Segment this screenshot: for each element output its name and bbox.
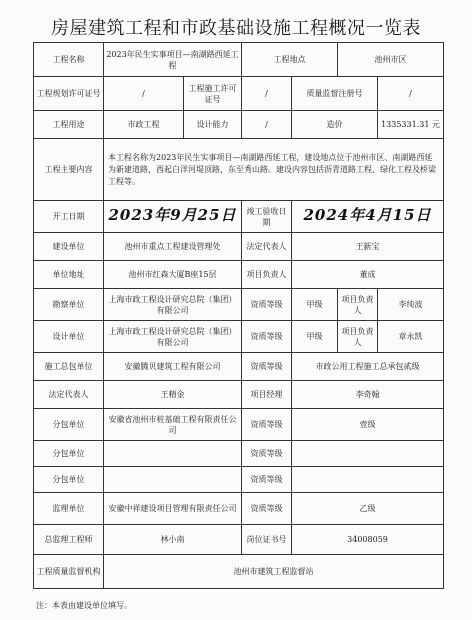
row-builder xyxy=(34,233,444,261)
value-cert-no: 34008059 xyxy=(292,525,444,555)
label-sub1-qual: 资质等级 xyxy=(242,409,292,441)
label-survey-leader: 项目负责人 xyxy=(338,289,378,321)
value-project-name: 2023年民生实事项目—南湖路西延工程 xyxy=(104,43,242,77)
value-sub1: 安徽省池州市桩基础工程有限责任公司 xyxy=(104,409,242,441)
row-address xyxy=(34,261,444,289)
value-completion-date: 2024年4月15日 xyxy=(303,206,432,224)
row-general-contractor xyxy=(34,353,444,381)
row-survey xyxy=(34,289,444,321)
label-usage: 工程用途 xyxy=(34,111,104,139)
label-chief-supervisor: 总监理工程师 xyxy=(34,525,104,555)
label-construction-permit: 工程施工许可证号 xyxy=(184,77,242,111)
value-sub2 xyxy=(104,441,242,467)
value-design-capacity: / xyxy=(242,111,292,139)
value-address: 池州市红森大厦B座15层 xyxy=(104,261,242,289)
completion-date-cell xyxy=(292,201,444,233)
label-sub3-qual: 资质等级 xyxy=(242,467,292,493)
label-project-name: 工程名称 xyxy=(34,43,104,77)
value-sub1-qual: 壹级 xyxy=(292,409,444,441)
label-quality-reg: 质量监督注册号 xyxy=(292,77,378,111)
label-sub2-qual: 资质等级 xyxy=(242,441,292,467)
row-usage xyxy=(34,111,444,139)
label-builder-leader: 项目负责人 xyxy=(242,261,292,289)
value-location: 池州市区 xyxy=(338,43,444,77)
value-start-date: 2023年9月25日 xyxy=(108,206,237,224)
label-gc-legal-rep: 法定代表人 xyxy=(34,381,104,409)
value-sub3-qual xyxy=(292,467,444,493)
row-project-name xyxy=(34,43,444,77)
label-design-capacity: 设计能力 xyxy=(184,111,242,139)
start-date-cell xyxy=(104,201,242,233)
row-main-content xyxy=(34,139,444,201)
value-builder-legal-rep: 王新宝 xyxy=(292,233,444,261)
value-supervisor-unit: 安徽中祥建设项目管理有限责任公司 xyxy=(104,493,242,525)
value-survey-unit: 上海市政工程设计研究总院（集团）有限公司 xyxy=(104,289,242,321)
label-sub3: 分包单位 xyxy=(34,467,104,493)
value-planning-permit: / xyxy=(104,77,184,111)
label-design-qual: 资质等级 xyxy=(242,321,292,353)
value-general-contractor: 安徽腾贝建筑工程有限公司 xyxy=(104,353,242,381)
value-construction-permit: / xyxy=(242,77,292,111)
label-survey-qual: 资质等级 xyxy=(242,289,292,321)
label-location: 工程地点 xyxy=(242,43,338,77)
label-planning-permit: 工程规划许可证号 xyxy=(34,77,104,111)
label-general-contractor: 施工总包单位 xyxy=(34,353,104,381)
value-supervisor-qual: 乙级 xyxy=(292,493,444,525)
value-chief-supervisor: 林小南 xyxy=(104,525,242,555)
footnote: 注：本表由建设单位填写。 xyxy=(36,601,132,610)
label-builder-legal-rep: 法定代表人 xyxy=(242,233,292,261)
row-quality-agency xyxy=(34,555,444,589)
label-supervisor-unit: 监理单位 xyxy=(34,493,104,525)
label-quality-agency: 工程质量监督机构 xyxy=(34,555,104,589)
label-design-unit: 设计单位 xyxy=(34,321,104,353)
label-sub1: 分包单位 xyxy=(34,409,104,441)
label-start-date: 开工日期 xyxy=(34,201,104,233)
row-sub2 xyxy=(34,441,444,467)
row-permits xyxy=(34,77,444,111)
row-gc-legal xyxy=(34,381,444,409)
row-dates xyxy=(34,201,444,233)
label-gc-pm: 项目经理 xyxy=(242,381,292,409)
label-design-leader: 项目负责人 xyxy=(338,321,378,353)
value-design-unit: 上海市政工程设计研究总院（集团）有限公司 xyxy=(104,321,242,353)
page-title: 房屋建筑工程和市政基础设施工程概况一览表 xyxy=(51,18,421,39)
label-supervisor-qual: 资质等级 xyxy=(242,493,292,525)
label-cert-no: 岗位证书号 xyxy=(242,525,292,555)
value-builder: 池州市重点工程建设管理处 xyxy=(104,233,242,261)
value-design-qual: 甲级 xyxy=(292,321,338,353)
value-cost: 1335331.31 元 xyxy=(378,111,444,139)
value-quality-reg: / xyxy=(378,77,444,111)
label-gc-qual: 资质等级 xyxy=(242,353,292,381)
value-quality-agency: 池州市建筑工程监督站 xyxy=(104,555,444,589)
value-sub2-qual xyxy=(292,441,444,467)
value-survey-qual: 甲级 xyxy=(292,289,338,321)
value-design-leader: 章永凯 xyxy=(378,321,444,353)
label-completion-date: 竣工验收日期 xyxy=(242,201,292,233)
value-survey-leader: 李纯波 xyxy=(378,289,444,321)
label-main-content: 工程主要内容 xyxy=(34,139,104,201)
value-main-content: 本工程名称为2023年民生实事项目—南湖路西延工程，建设地点位于池州市区、南湖路西延为新建道路，西起白洋河堤顶路，东至秀山路。建设内容包括沥青道路工程、绿化工程及桥梁工程等。 xyxy=(104,139,444,201)
label-builder: 建设单位 xyxy=(34,233,104,261)
label-survey-unit: 勘察单位 xyxy=(34,289,104,321)
row-supervisor xyxy=(34,493,444,525)
value-sub3 xyxy=(104,467,242,493)
value-gc-pm: 李奇翰 xyxy=(292,381,444,409)
value-gc-qual: 市政公用工程施工总承包贰级 xyxy=(292,353,444,381)
row-design xyxy=(34,321,444,353)
row-chief-supervisor xyxy=(34,525,444,555)
value-usage: 市政工程 xyxy=(104,111,184,139)
value-builder-leader: 董成 xyxy=(292,261,444,289)
label-sub2: 分包单位 xyxy=(34,441,104,467)
project-overview-table xyxy=(33,42,444,589)
label-cost: 造价 xyxy=(292,111,378,139)
row-sub3 xyxy=(34,467,444,493)
value-gc-legal-rep: 王精金 xyxy=(104,381,242,409)
label-address: 单位地址 xyxy=(34,261,104,289)
row-sub1 xyxy=(34,409,444,441)
